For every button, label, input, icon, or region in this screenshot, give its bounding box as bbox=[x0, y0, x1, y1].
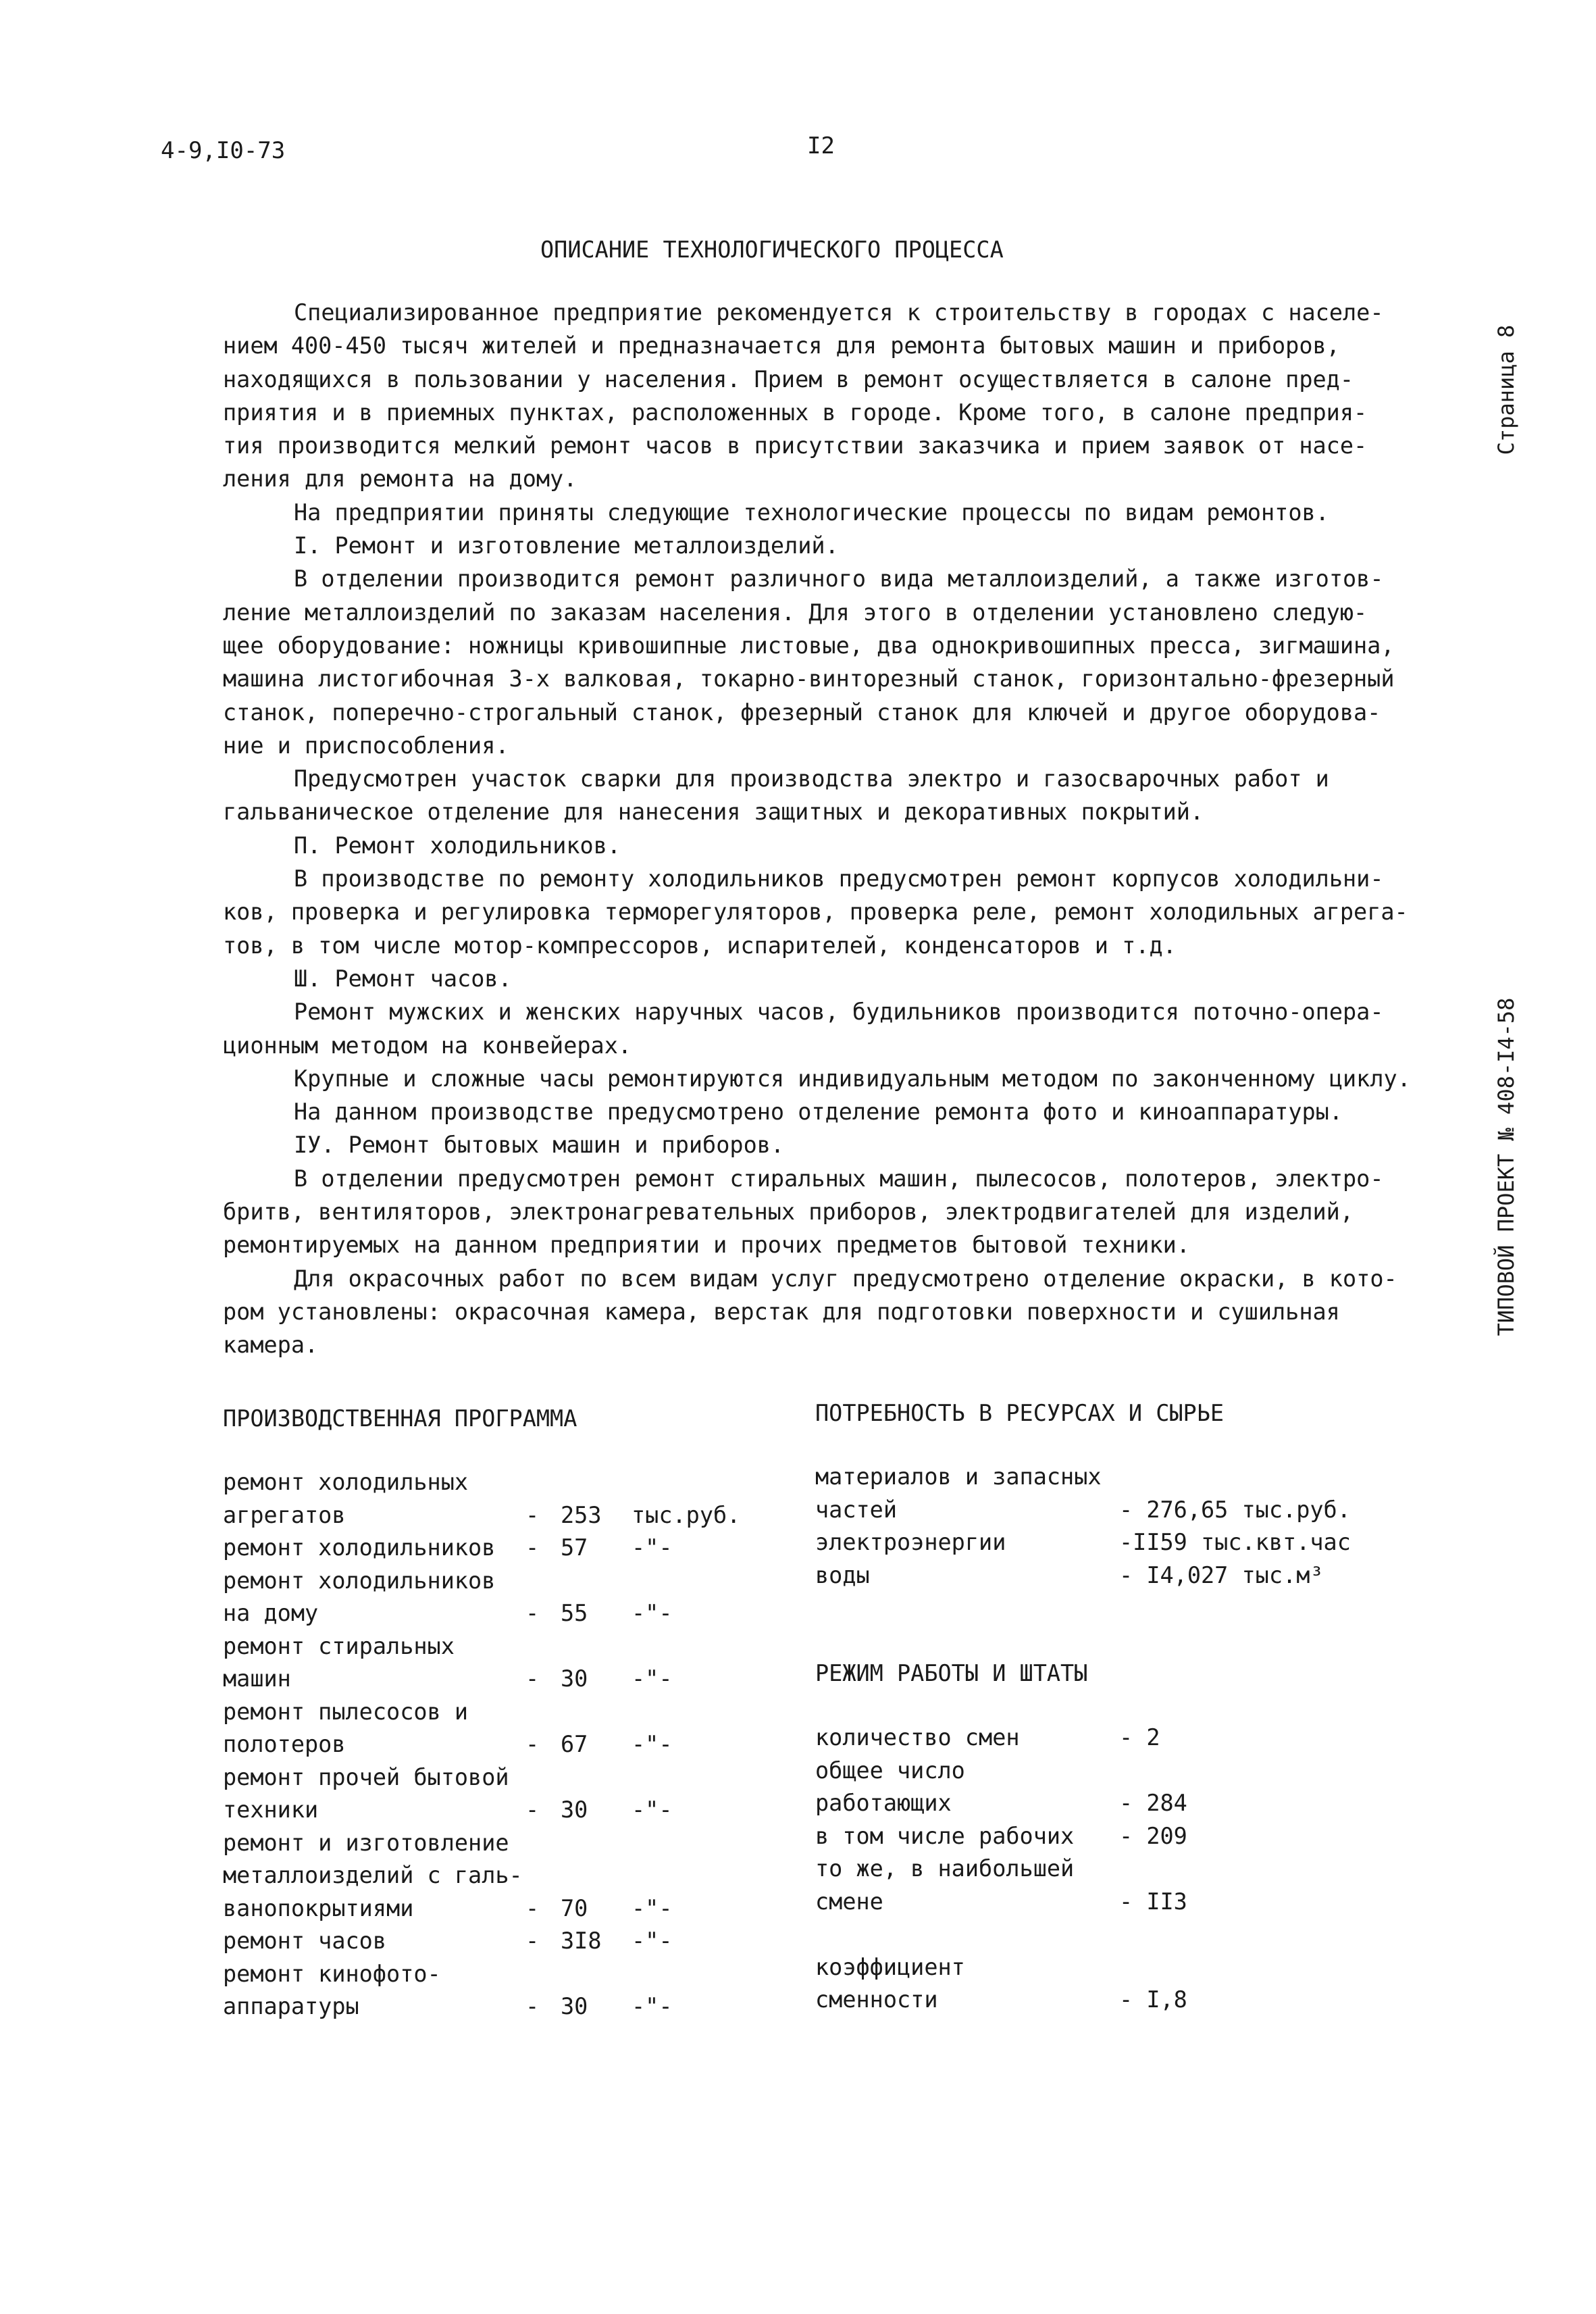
body-line: ков, проверка и регулировка терморегуляторов, проверка реле, ремонт холодильных агрега- bbox=[223, 899, 1408, 926]
resources-title: ПОТРЕБНОСТЬ В РЕСУРСАХ И СЫРЬЕ bbox=[815, 1400, 1225, 1426]
program-value: 253 bbox=[561, 1501, 602, 1528]
body-line: На данном производстве предусмотрено отделение ремонта фото и киноаппаратуры. bbox=[294, 1099, 1343, 1126]
resource-value: -II59 тыс.квт.час bbox=[1119, 1529, 1351, 1555]
staff-name: в том числе рабочих bbox=[815, 1822, 1075, 1849]
program-row bbox=[223, 1925, 763, 1958]
resource-name: частей bbox=[815, 1496, 898, 1523]
staff-value: - I,8 bbox=[1119, 1986, 1187, 2013]
page-label-vertical: Страница 8 bbox=[1493, 324, 1519, 455]
staff-row bbox=[815, 1755, 1389, 1788]
program-unit: -"- bbox=[632, 1600, 673, 1626]
resources-table bbox=[815, 1461, 1389, 1592]
body-line: I. Ремонт и изготовление металлоизделий. bbox=[294, 532, 839, 559]
program-unit: тыс.руб. bbox=[632, 1501, 741, 1528]
program-row bbox=[223, 1696, 763, 1729]
program-item-name: аппаратуры bbox=[223, 1993, 359, 2019]
staff-name: сменности bbox=[815, 1986, 938, 2013]
program-row bbox=[223, 1728, 763, 1761]
program-row bbox=[223, 1859, 763, 1892]
program-unit: -"- bbox=[632, 1894, 673, 1921]
staff-row bbox=[815, 1984, 1389, 2017]
body-text bbox=[223, 296, 1411, 1362]
staff-name: коэффициент bbox=[815, 1953, 965, 1980]
body-line: приятия и в приемных пунктах, расположенных в городе. Кроме того, в салоне предприя- bbox=[223, 399, 1368, 426]
staff-value: - 2 bbox=[1119, 1724, 1160, 1751]
staff-name: то же, в наибольшей bbox=[815, 1855, 1075, 1882]
program-item-name: ремонт пылесосов и bbox=[223, 1698, 469, 1725]
body-line: В отделении предусмотрен ремонт стиральных машин, пылесосов, полотеров, электро- bbox=[294, 1165, 1384, 1192]
staff-row bbox=[815, 1721, 1389, 1755]
body-line: нием 400-450 тысяч жителей и предназначается для ремонта бытовых машин и приборов, bbox=[223, 332, 1340, 359]
page-title: ОПИСАНИЕ ТЕХНОЛОГИЧЕСКОГО ПРОЦЕССА bbox=[540, 236, 1004, 263]
program-dash: - bbox=[525, 1993, 540, 2019]
body-line: На предприятии приняты следующие технологические процессы по видам ремонтов. bbox=[294, 499, 1329, 526]
program-item-name: ремонт стиральных bbox=[223, 1632, 455, 1659]
program-row bbox=[223, 1663, 763, 1696]
program-row bbox=[223, 1532, 763, 1565]
program-dash: - bbox=[525, 1665, 540, 1692]
program-item-name: полотеров bbox=[223, 1731, 346, 1757]
program-item-name: ремонт холодильников bbox=[223, 1567, 496, 1594]
program-item-name: ремонт прочей бытовой bbox=[223, 1763, 509, 1790]
staff-row bbox=[815, 1951, 1389, 1984]
program-value: 30 bbox=[561, 1993, 588, 2019]
body-line: Ремонт мужских и женских наручных часов, будильников производится поточно-опера- bbox=[294, 999, 1384, 1026]
body-line: камера. bbox=[223, 1332, 319, 1359]
body-line: бритв, вентиляторов, электронагревательных приборов, электродвигателей для изделий, bbox=[223, 1199, 1354, 1226]
program-value: 3I8 bbox=[561, 1928, 602, 1954]
body-line: тов, в том числе мотор-компрессоров, испарителей, конденсаторов и т.д. bbox=[223, 932, 1177, 959]
staff-row bbox=[815, 1918, 1389, 1951]
body-line: В отделении производится ремонт различного вида металлоизделий, а также изготов- bbox=[294, 565, 1384, 593]
body-line: ром установлены: окрасочная камера, верстак для подготовки поверхности и сушильная bbox=[223, 1298, 1340, 1325]
staff-row bbox=[815, 1787, 1389, 1820]
document-code: 4-9,I0-73 bbox=[161, 137, 286, 164]
page-number: I2 bbox=[807, 132, 835, 159]
staff-name: общее число bbox=[815, 1757, 965, 1784]
program-title: ПРОИЗВОДСТВЕННАЯ ПРОГРАММА bbox=[223, 1405, 577, 1432]
program-value: 30 bbox=[561, 1796, 588, 1823]
body-line: машина листогибочная 3-х валковая, токарно-винторезный станок, горизонтально-фрезерный bbox=[223, 665, 1395, 693]
staff-title: РЕЖИМ РАБОТЫ И ШТАТЫ bbox=[815, 1660, 1088, 1686]
program-row bbox=[223, 1892, 763, 1926]
program-item-name: ремонт часов bbox=[223, 1928, 387, 1954]
program-item-name: агрегатов bbox=[223, 1501, 346, 1528]
body-line: Для окрасочных работ по всем видам услуг предусмотрено отделение окраски, в кото- bbox=[294, 1265, 1397, 1292]
program-unit: -"- bbox=[632, 1796, 673, 1823]
body-line: ремонтируемых на данном предприятии и прочих предметов бытовой техники. bbox=[223, 1232, 1190, 1259]
program-dash: - bbox=[525, 1600, 540, 1626]
program-row bbox=[223, 1466, 763, 1499]
program-row bbox=[223, 1827, 763, 1860]
program-item-name: техники bbox=[223, 1796, 319, 1823]
program-dash: - bbox=[525, 1731, 540, 1757]
body-line: щее оборудование: ножницы кривошипные листовые, два однокривошипных пресса, зигмашина, bbox=[223, 632, 1395, 659]
staff-table bbox=[815, 1721, 1389, 2017]
program-dash: - bbox=[525, 1928, 540, 1954]
program-row bbox=[223, 1499, 763, 1532]
program-unit: -"- bbox=[632, 1993, 673, 2019]
program-row bbox=[223, 1565, 763, 1598]
body-line: IУ. Ремонт бытовых машин и приборов. bbox=[294, 1132, 785, 1159]
resource-name: материалов и запасных bbox=[815, 1463, 1102, 1490]
resource-row bbox=[815, 1526, 1389, 1559]
staff-row bbox=[815, 1853, 1389, 1886]
program-item-name: машин bbox=[223, 1665, 291, 1692]
program-row bbox=[223, 1761, 763, 1794]
program-item-name: ремонт холодильников bbox=[223, 1534, 496, 1561]
program-dash: - bbox=[525, 1501, 540, 1528]
program-item-name: ремонт холодильных bbox=[223, 1469, 469, 1495]
body-line: ние и приспособления. bbox=[223, 732, 509, 759]
program-row bbox=[223, 1597, 763, 1630]
body-line: Крупные и сложные часы ремонтируются индивидуальным методом по законченному циклу. bbox=[294, 1065, 1411, 1092]
program-row bbox=[223, 1794, 763, 1827]
resource-row bbox=[815, 1461, 1389, 1494]
staff-row bbox=[815, 1886, 1389, 1919]
program-unit: -"- bbox=[632, 1731, 673, 1757]
program-item-name: ванопокрытиями bbox=[223, 1894, 414, 1921]
program-unit: -"- bbox=[632, 1534, 673, 1561]
resource-row bbox=[815, 1494, 1389, 1527]
program-row bbox=[223, 1958, 763, 1991]
body-line: ления для ремонта на дому. bbox=[223, 466, 577, 493]
program-value: 55 bbox=[561, 1600, 588, 1626]
program-table bbox=[223, 1466, 763, 2023]
project-label-vertical: ТИПОВОЙ ПРОЕКТ № 408-I4-58 bbox=[1493, 997, 1519, 1336]
resource-value: - I4,027 тыс.м³ bbox=[1119, 1561, 1324, 1588]
body-line: гальваническое отделение для нанесения защитных и декоративных покрытий. bbox=[223, 799, 1204, 826]
body-line: П. Ремонт холодильников. bbox=[294, 832, 621, 859]
program-dash: - bbox=[525, 1534, 540, 1561]
program-value: 70 bbox=[561, 1894, 588, 1921]
resource-name: электроэнергии bbox=[815, 1529, 1006, 1555]
body-line: ционным методом на конвейерах. bbox=[223, 1032, 632, 1059]
staff-name: работающих bbox=[815, 1790, 952, 1816]
body-line: находящихся в пользовании у населения. Прием в ремонт осуществляется в салоне пред- bbox=[223, 366, 1354, 393]
program-dash: - bbox=[525, 1796, 540, 1823]
program-row bbox=[223, 1630, 763, 1663]
program-unit: -"- bbox=[632, 1928, 673, 1954]
program-row bbox=[223, 1990, 763, 2023]
body-line: тия производится мелкий ремонт часов в присутствии заказчика и прием заявок от насе- bbox=[223, 432, 1368, 459]
program-item-name: металлоизделий с галь- bbox=[223, 1862, 523, 1888]
staff-value: - II3 bbox=[1119, 1888, 1187, 1915]
program-value: 67 bbox=[561, 1731, 588, 1757]
body-line: Специализированное предприятие рекомендуется к строительству в городах с населе- bbox=[294, 299, 1384, 326]
resource-name: воды bbox=[815, 1561, 870, 1588]
staff-value: - 209 bbox=[1119, 1822, 1187, 1849]
program-unit: -"- bbox=[632, 1665, 673, 1692]
resource-value: - 276,65 тыс.руб. bbox=[1119, 1496, 1351, 1523]
staff-name: смене bbox=[815, 1888, 883, 1915]
program-value: 30 bbox=[561, 1665, 588, 1692]
program-item-name: на дому bbox=[223, 1600, 319, 1626]
program-item-name: ремонт и изготовление bbox=[223, 1829, 509, 1856]
resource-row bbox=[815, 1559, 1389, 1592]
program-item-name: ремонт кинофото- bbox=[223, 1960, 441, 1987]
body-line: Предусмотрен участок сварки для производства электро и газосварочных работ и bbox=[294, 765, 1329, 793]
body-line: станок, поперечно-строгальный станок, фрезерный станок для ключей и другое оборудова- bbox=[223, 699, 1381, 726]
staff-value: - 284 bbox=[1119, 1790, 1187, 1816]
staff-name: количество смен bbox=[815, 1724, 1020, 1751]
body-line: ление металлоизделий по заказам населения. Для этого в отделении установлено следую- bbox=[223, 599, 1368, 626]
program-dash: - bbox=[525, 1894, 540, 1921]
program-value: 57 bbox=[561, 1534, 588, 1561]
body-line: Ш. Ремонт часов. bbox=[294, 965, 512, 992]
body-line: В производстве по ремонту холодильников предусмотрен ремонт корпусов холодильни- bbox=[294, 865, 1384, 892]
staff-row bbox=[815, 1820, 1389, 1853]
